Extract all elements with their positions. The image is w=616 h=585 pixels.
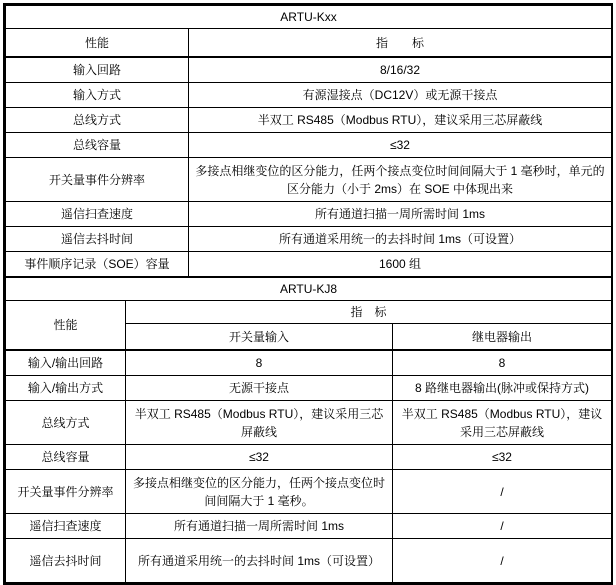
table-row (6, 539, 612, 583)
table-row (6, 376, 612, 401)
table-row (6, 133, 612, 158)
table2-header-perf: 性能 (6, 301, 126, 351)
row-di-cell: 无源干接点 (126, 376, 393, 401)
row-label-cell: 总线方式 (6, 108, 189, 133)
table-row (6, 108, 612, 133)
table2-header-relay: 继电器输出 (393, 324, 612, 351)
artu-kj8-table (5, 277, 612, 583)
row-value-cell: 多接点相继变位的区分能力，任两个接点变位时间间隔大于 1 毫秒时，单元的区分能力（小于 2ms）在 SOE 中体现出来 (189, 158, 612, 202)
row-relay-cell: 8 (393, 350, 612, 376)
row-relay-cell: 8 路继电器输出(脉冲或保持方式) (393, 376, 612, 401)
table-row (6, 57, 612, 83)
spec-sheet (3, 3, 613, 585)
table-row (6, 252, 612, 277)
table-row (6, 514, 612, 539)
table-row (6, 445, 612, 470)
row-label-cell: 开关量事件分辨率 (6, 158, 189, 202)
row-di-cell: 半双工 RS485（Modbus RTU），建议采用三芯屏蔽线 (126, 401, 393, 445)
row-label-cell: 遥信扫查速度 (6, 202, 189, 227)
table2-header-di: 开关量输入 (126, 324, 393, 351)
row-relay-cell: / (393, 514, 612, 539)
row-di-cell: 8 (126, 350, 393, 376)
table-row (6, 470, 612, 514)
row-value-cell: 所有通道扫描一周所需时间 1ms (189, 202, 612, 227)
table-row (6, 202, 612, 227)
row-label-cell: 开关量事件分辨率 (6, 470, 126, 514)
table-row (6, 301, 612, 324)
row-label-cell: 输入方式 (6, 83, 189, 108)
table-row (6, 401, 612, 445)
row-relay-cell: / (393, 539, 612, 583)
row-label-cell: 总线容量 (6, 445, 126, 470)
row-label-cell: 事件顺序记录（SOE）容量 (6, 252, 189, 277)
row-label-cell: 输入/输出方式 (6, 376, 126, 401)
row-value-cell: 1600 组 (189, 252, 612, 277)
row-label-cell: 遥信扫查速度 (6, 514, 126, 539)
artu-kxx-table (5, 5, 612, 277)
row-value-cell: 所有通道采用统一的去抖时间 1ms（可设置） (189, 227, 612, 252)
row-label-cell: 遥信去抖时间 (6, 227, 189, 252)
row-di-cell: 所有通道采用统一的去抖时间 1ms（可设置） (126, 539, 393, 583)
row-relay-cell: ≤32 (393, 445, 612, 470)
table-row (6, 227, 612, 252)
table-row (6, 29, 612, 58)
row-di-cell: 所有通道扫描一周所需时间 1ms (126, 514, 393, 539)
table1-title: ARTU-Kxx (6, 6, 612, 29)
row-value-cell: ≤32 (189, 133, 612, 158)
row-label-cell: 总线方式 (6, 401, 126, 445)
row-di-cell: ≤32 (126, 445, 393, 470)
table-row (6, 6, 612, 29)
table1-header-index: 指 标 (189, 29, 612, 58)
row-relay-cell: 半双工 RS485（Modbus RTU），建议采用三芯屏蔽线 (393, 401, 612, 445)
row-value-cell: 半双工 RS485（Modbus RTU），建议采用三芯屏蔽线 (189, 108, 612, 133)
table-row (6, 350, 612, 376)
row-label-cell: 输入回路 (6, 57, 189, 83)
table-row (6, 83, 612, 108)
row-value-cell: 8/16/32 (189, 57, 612, 83)
row-label-cell: 遥信去抖时间 (6, 539, 126, 583)
row-di-cell: 多接点相继变位的区分能力，任两个接点变位时间间隔大于 1 毫秒。 (126, 470, 393, 514)
row-label-cell: 输入/输出回路 (6, 350, 126, 376)
row-value-cell: 有源湿接点（DC12V）或无源干接点 (189, 83, 612, 108)
row-label-cell: 总线容量 (6, 133, 189, 158)
table2-header-index: 指 标 (126, 301, 612, 324)
table1-header-perf: 性能 (6, 29, 189, 58)
row-relay-cell: / (393, 470, 612, 514)
table-row (6, 158, 612, 202)
table2-title: ARTU-KJ8 (6, 278, 612, 301)
table-row (6, 278, 612, 301)
